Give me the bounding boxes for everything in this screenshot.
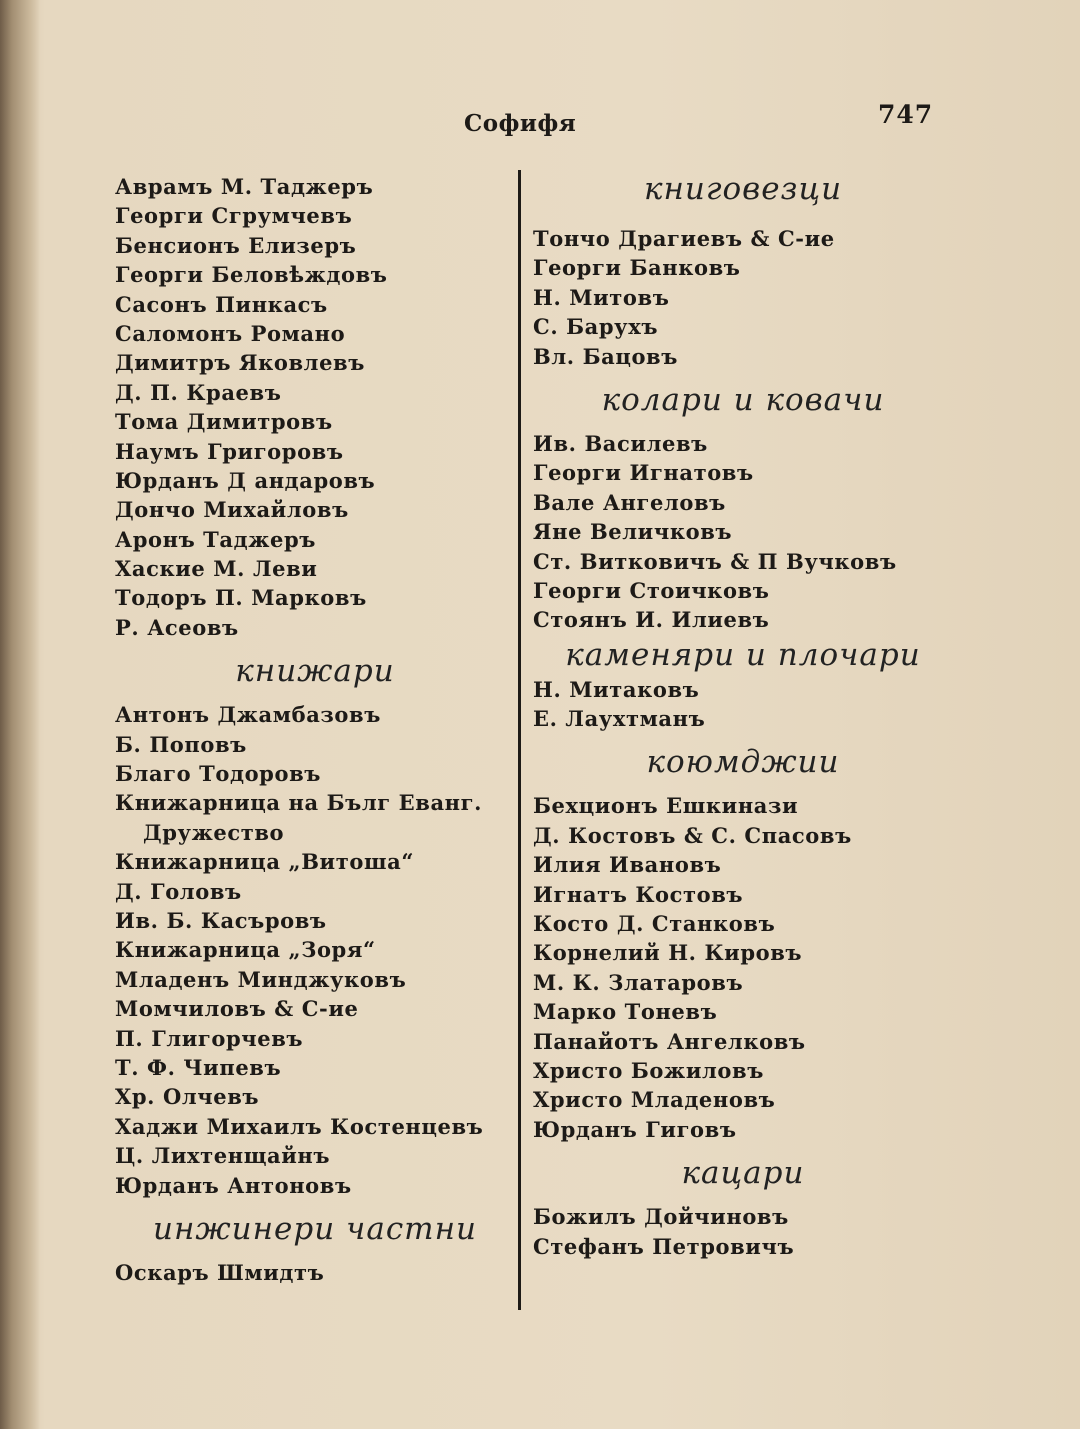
list-item: Р. Асеовъ: [115, 614, 239, 640]
list-item: Книжарница „Витоша“: [115, 849, 415, 875]
left-column: [115, 172, 515, 1287]
list-item: Хаджи Михаилъ Костенцевъ: [115, 1113, 484, 1139]
list-item: Косто Д. Станковъ: [533, 911, 776, 937]
list-item: М. К. Златаровъ: [533, 969, 744, 995]
list-item: Аврамъ М. Таджеръ: [115, 174, 374, 199]
right-column: [533, 172, 953, 1261]
right-section-4: [533, 791, 953, 1144]
right-section-1: [533, 224, 953, 371]
list-item: Дончо Михайловъ: [115, 497, 349, 523]
list-item: Христо Младеновъ: [533, 1087, 776, 1113]
left-section-3: [115, 1258, 515, 1287]
list-item: Вале Ангеловъ: [533, 489, 726, 515]
list-item: Божилъ Дойчиновъ: [533, 1204, 789, 1230]
list-item: Аронъ Таджеръ: [115, 526, 316, 552]
left-section-2: [115, 700, 515, 1200]
list-item: Оскаръ Шмидтъ: [115, 1259, 325, 1285]
list-item: Ст. Витковичъ & П Вучковъ: [533, 548, 897, 574]
list-item: Юрданъ Гиговъ: [533, 1116, 737, 1142]
list-item: Бехционъ Ешкинази: [533, 793, 799, 819]
list-item: Б. Поповъ: [115, 731, 247, 757]
list-item: Юрданъ Антоновъ: [115, 1172, 352, 1198]
list-item: Христо Божиловъ: [533, 1057, 764, 1083]
page-number: 747: [878, 100, 934, 129]
list-item: Е. Лаухтманъ: [533, 706, 706, 732]
book-spine-shadow: [0, 0, 40, 1429]
list-item: Книжарница на Бълг Еванг.: [115, 790, 483, 816]
list-item: Георги Стоичковъ: [533, 577, 770, 603]
list-item: Яне Величковъ: [533, 519, 733, 545]
list-item: Т. Ф. Чипевъ: [115, 1054, 282, 1080]
section-heading-kamenyari: каменяри и плочари: [565, 636, 921, 673]
section-heading-kolari: колари и ковачи: [601, 381, 885, 418]
list-item: Марко Тоневъ: [533, 999, 718, 1025]
list-item: Момчиловъ & С-ие: [115, 996, 359, 1022]
list-item: Антонъ Джамбазовъ: [115, 702, 381, 728]
list-item: Георги Банковъ: [533, 255, 741, 281]
list-item: Хаские М. Леви: [115, 556, 318, 582]
list-item: П. Глигорчевъ: [115, 1025, 304, 1051]
list-item: Вл. Бацовъ: [533, 343, 678, 369]
list-item: Ив. Василевъ: [533, 430, 708, 456]
list-item: Георги Беловѣждовъ: [115, 262, 388, 288]
list-item: Тома Димитровъ: [115, 409, 333, 435]
left-section-1: [115, 172, 515, 642]
list-item: Младенъ Минджуковъ: [115, 966, 407, 992]
section-heading-kacari: кацари: [681, 1155, 805, 1192]
list-item: Георги Сгрумчевъ: [115, 203, 353, 229]
list-item: Д. Головъ: [115, 878, 242, 904]
list-item: Д. Костовъ & С. Спасовъ: [533, 822, 852, 848]
list-item: Ив. Б. Касъровъ: [115, 907, 327, 933]
list-item: Юрданъ Д андаровъ: [115, 467, 376, 493]
list-item: С. Барухъ: [533, 314, 659, 340]
list-item: Илия Ивановъ: [533, 852, 722, 878]
column-divider: [518, 170, 521, 1310]
section-heading-knigovezci: книговезци: [643, 171, 843, 207]
section-heading-koyumdzhii: коюмджии: [646, 744, 840, 781]
right-section-5: [533, 1202, 953, 1261]
list-item: Наумъ Григоровъ: [115, 438, 344, 464]
list-item: Корнелий Н. Кировъ: [533, 940, 803, 966]
list-item: Панайотъ Ангелковъ: [533, 1028, 806, 1054]
list-item: Сасонъ Пинкасъ: [115, 291, 328, 317]
list-item: Игнатъ Костовъ: [533, 881, 744, 907]
list-item: Саломонъ Романо: [115, 320, 346, 346]
list-item: Хр. Олчевъ: [115, 1084, 260, 1110]
list-item: Стефанъ Петровичъ: [533, 1233, 795, 1259]
list-item: Д. П. Краевъ: [115, 379, 282, 405]
list-item: Димитръ Яковлевъ: [115, 350, 365, 376]
list-item: Ц. Лихтенщайнъ: [115, 1143, 331, 1169]
list-item: Н. Митаковъ: [533, 676, 700, 702]
list-item: Тодоръ П. Марковъ: [115, 585, 367, 611]
running-head: Софифя: [464, 110, 577, 137]
right-section-2: [533, 429, 953, 635]
list-item: Георги Игнатовъ: [533, 460, 754, 486]
list-item-continuation: Дружество: [143, 819, 285, 845]
list-item: Н. Митовъ: [533, 284, 670, 310]
list-item: Тончо Драгиевъ & С-ие: [533, 226, 835, 251]
section-heading-inzhineri: инжинери частни: [153, 1210, 477, 1247]
list-item: Книжарница „Зоря“: [115, 937, 376, 963]
list-item: Благо Тодоровъ: [115, 761, 321, 787]
list-item: Стоянъ И. Илиевъ: [533, 607, 770, 633]
section-heading-knizhari: книжари: [235, 653, 395, 690]
list-item: Бенсионъ Елизеръ: [115, 232, 357, 258]
right-section-3: [533, 675, 953, 734]
